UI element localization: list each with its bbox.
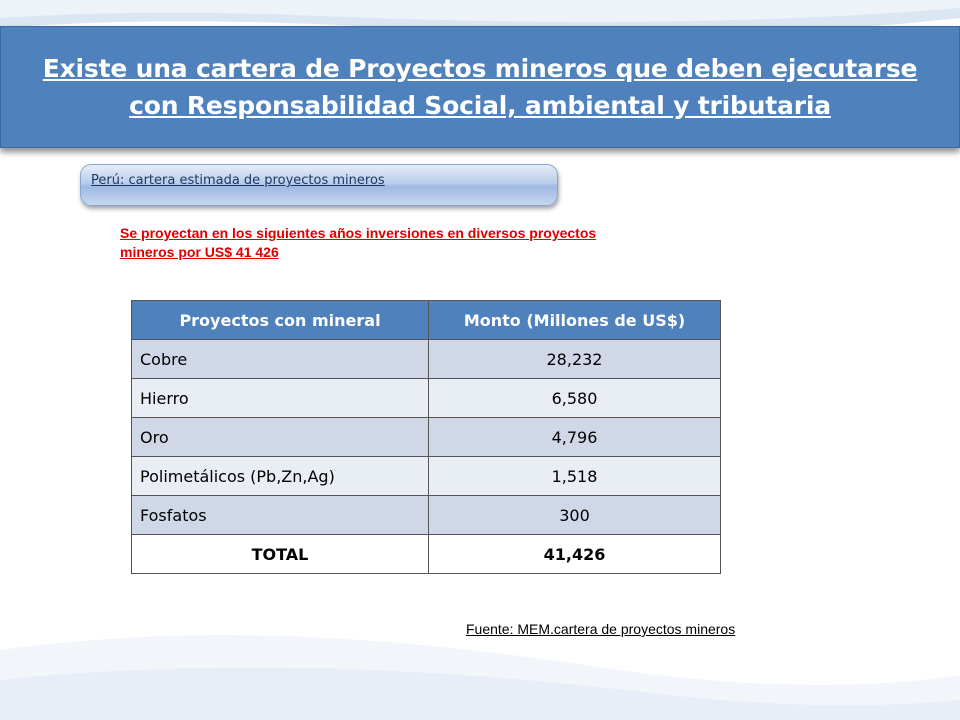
- investment-note: Se proyectan en los siguientes años inversiones en diversos proyectos mineros por US$ 41 426: [120, 225, 597, 260]
- table-row: [132, 457, 721, 496]
- monto-cell: 1,518: [429, 457, 721, 496]
- table-row: [132, 379, 721, 418]
- monto-cell: 4,796: [429, 418, 721, 457]
- monto-cell: 6,580: [429, 379, 721, 418]
- subtitle-pill: [80, 164, 558, 206]
- table-total-row: [132, 535, 721, 574]
- mineral-cell: Oro: [132, 418, 429, 457]
- monto-cell: 300: [429, 496, 721, 535]
- source-note: Fuente: MEM.cartera de proyectos mineros: [466, 621, 736, 637]
- monto-cell: 28,232: [429, 340, 721, 379]
- mineral-cell: Hierro: [132, 379, 429, 418]
- total-monto-cell: 41,426: [429, 535, 721, 574]
- table-row: [132, 340, 721, 379]
- table-header-row: [132, 301, 721, 340]
- mineral-cell: Fosfatos: [132, 496, 429, 535]
- table-row: [132, 418, 721, 457]
- total-label-cell: TOTAL: [132, 535, 429, 574]
- mining-projects-table: [131, 300, 721, 574]
- title-banner: [0, 26, 960, 148]
- subtitle-pill-label: Perú: cartera estimada de proyectos mineros: [91, 173, 385, 188]
- column-header-monto: Monto (Millones de US$): [429, 301, 721, 340]
- page-title: Existe una cartera de Proyectos mineros que deben ejecutarse con Responsabilidad Social, ambiental y tributaria: [42, 54, 918, 120]
- mineral-cell: Polimetálicos (Pb,Zn,Ag): [132, 457, 429, 496]
- mineral-cell: Cobre: [132, 340, 429, 379]
- column-header-mineral: Proyectos con mineral: [132, 301, 429, 340]
- decorative-bottom-wave: [0, 560, 960, 720]
- table-row: [132, 496, 721, 535]
